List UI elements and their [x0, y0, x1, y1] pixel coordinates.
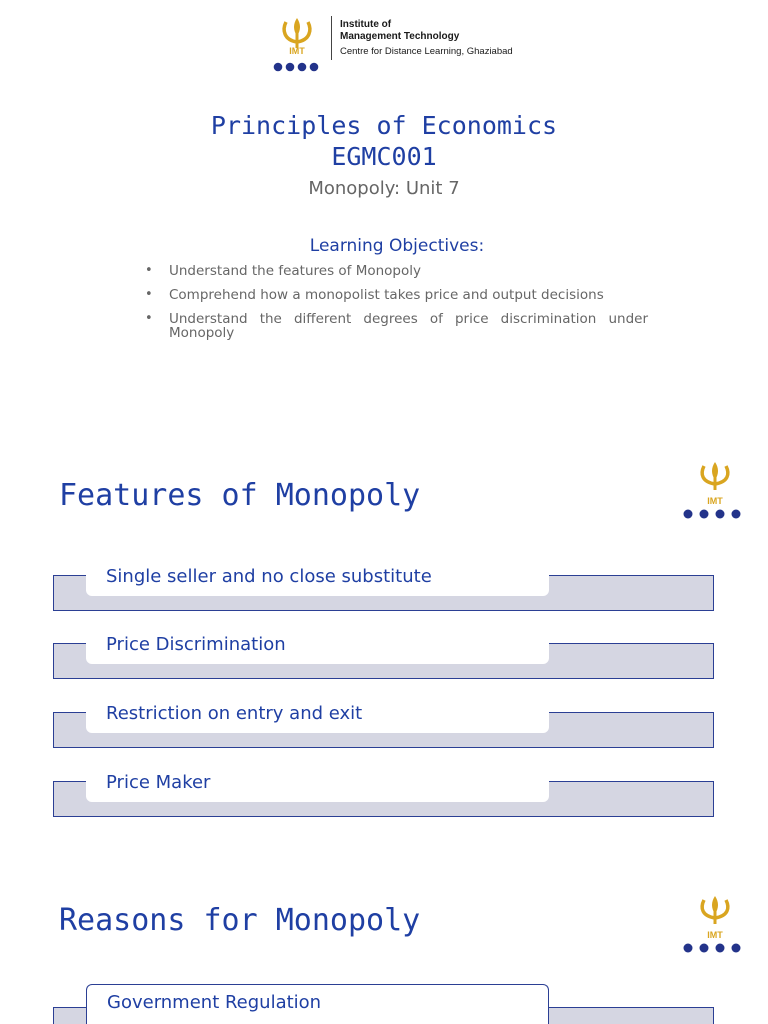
svg-text:IMT: IMT [707, 496, 723, 506]
feature-item: Price Discrimination [86, 630, 549, 664]
features-title: Features of Monopoly [59, 478, 421, 513]
reason-item: Government Regulation [86, 984, 549, 1024]
unit-title: Monopoly: Unit 7 [308, 178, 460, 199]
feature-item: Single seller and no close substitute [86, 562, 549, 596]
course-code: EGMC001 [331, 142, 437, 171]
imt-logo-icon [680, 460, 750, 520]
learning-objectives-list [143, 264, 648, 350]
feature-item: Price Maker [86, 768, 549, 802]
objective-item: • Understand the features of Monopoly [143, 264, 648, 278]
reasons-title: Reasons for Monopoly [59, 903, 421, 938]
course-title-text: Principles of Economics [210, 111, 558, 140]
institute-name [340, 19, 459, 43]
svg-text:IMT: IMT [707, 930, 723, 940]
objective-item: • Comprehend how a monopolist takes price and output decisions [143, 288, 648, 302]
institute-name-line2: Management Technology [340, 31, 460, 42]
objective-item: • Understand the different degrees of price discrimination under Monopoly [143, 312, 648, 340]
institute-subtitle: Centre for Distance Learning, Ghaziabad [340, 46, 513, 57]
imt-logo-icon [272, 14, 322, 74]
logo-divider [331, 16, 332, 60]
course-title [0, 110, 768, 172]
learning-objectives-heading: Learning Objectives: [309, 236, 485, 256]
svg-text:IMT: IMT [289, 46, 305, 56]
feature-item: Restriction on entry and exit [86, 699, 549, 733]
imt-logo-icon [680, 894, 750, 954]
institute-name-line1: Institute of [340, 19, 392, 30]
